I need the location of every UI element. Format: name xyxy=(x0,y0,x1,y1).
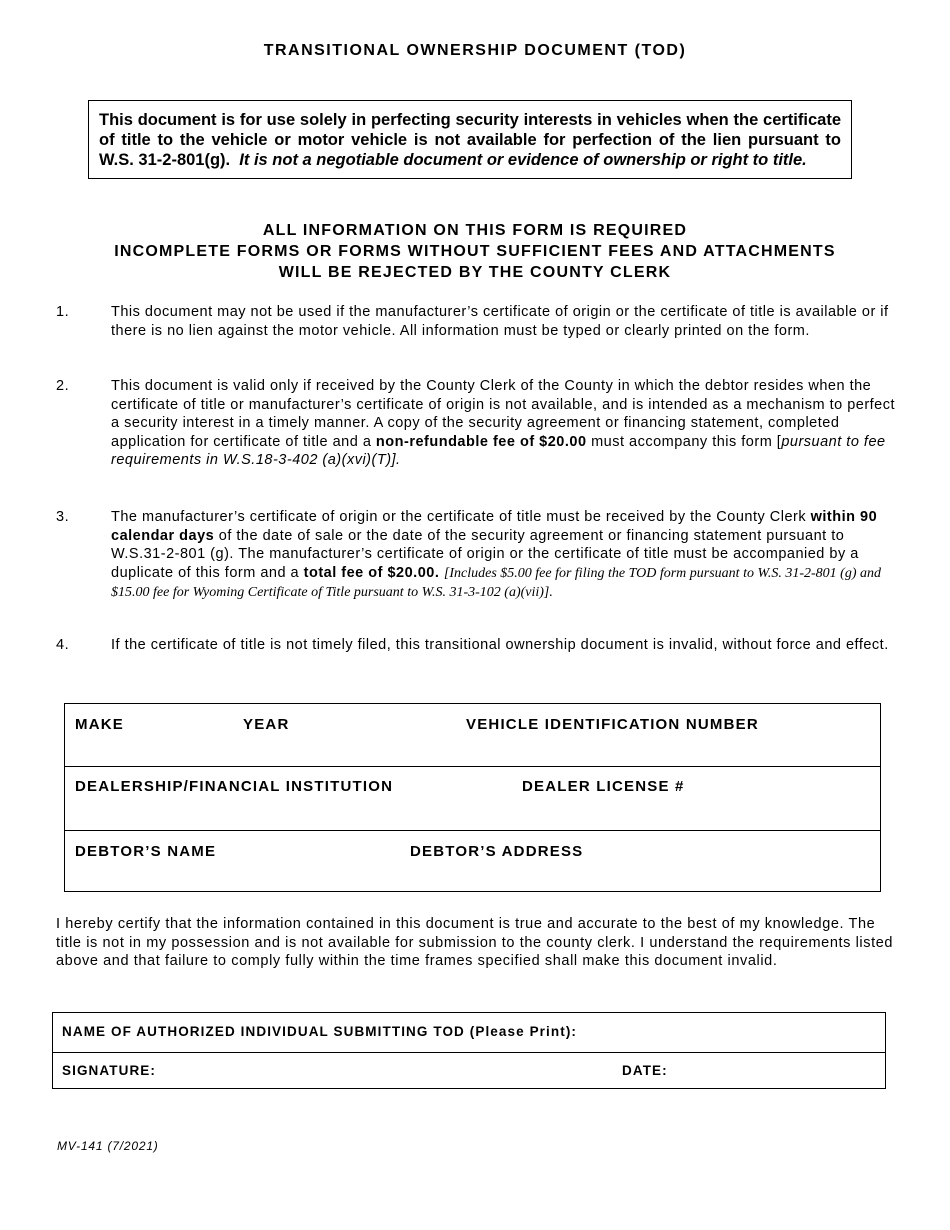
authorized-name-field[interactable] xyxy=(53,1013,885,1052)
item-number: 1. xyxy=(56,304,70,320)
requirements-line-3: WILL BE REJECTED BY THE COUNTY CLERK xyxy=(278,264,672,281)
item-number: 4. xyxy=(56,637,70,653)
notice-bold-text: This document is for use solely in perfecting security interests in vehicles when the certificate of title to the vehicle or motor vehicle is not available for perfection of the lien pursuant to W.S. 31-2-801(g). xyxy=(99,111,841,169)
document-title: TRANSITIONAL OWNERSHIP DOCUMENT (TOD) xyxy=(263,42,687,59)
item-bold-deadline: within 90 calendar days xyxy=(111,509,878,544)
signature-label: SIGNATURE: xyxy=(62,1063,156,1078)
instruction-item-2 xyxy=(56,377,896,470)
dealer-license-label: DEALER LICENSE # xyxy=(522,778,685,795)
dealer-row[interactable] xyxy=(65,766,880,830)
item-bold-total-fee: total fee of $20.00. xyxy=(303,564,440,581)
requirements-heading xyxy=(0,220,950,283)
item-fee-note: [Includes $5.00 fee for filing the TOD form pursuant to W.S. 31-2-801 (g) and $15.00 fee for Wyoming Certificate of Title pursuant to W.S. 31-3-102 (a)(vii)]. xyxy=(111,565,881,600)
vin-label: VEHICLE IDENTIFICATION NUMBER xyxy=(466,716,759,733)
notice-italic-text: It is not a negotiable document or evidence of ownership or right to title. xyxy=(239,151,807,169)
debtor-row[interactable] xyxy=(65,830,880,891)
debtor-name-label: DEBTOR’S NAME xyxy=(75,843,217,860)
item-text: This document is valid only if received by the County Clerk of the County in which the debtor resides when the certificate of title or manufacturer’s certificate of origin is not available, and is intended as a mechanism to perfect a security interest in a timely manner. A copy of the security agreement or financing statement, completed application for certificate of title and a xyxy=(111,378,896,450)
date-label: DATE: xyxy=(622,1063,668,1078)
signature-table xyxy=(52,1012,886,1089)
certification-statement: I hereby certify that the information contained in this document is true and accurate to the best of my knowledge. The title is not in my possession and is not available for submission to the county clerk. I understand the requirements listed above and that failure to comply fully within the time frames specified shall make this document invalid. xyxy=(56,916,894,969)
item-italic-citation: pursuant to fee requirements in W.S.18-3-402 (a)(xvi)(T)]. xyxy=(111,433,886,468)
form-number: MV-141 (7/2021) xyxy=(57,1139,159,1153)
item-bold-fee: non-refundable fee of $20.00 xyxy=(375,433,587,450)
item-text: The manufacturer’s certificate of origin or the certificate of title must be received by the County Clerk xyxy=(111,509,807,525)
debtor-address-label: DEBTOR’S ADDRESS xyxy=(410,843,584,860)
requirements-line-1: ALL INFORMATION ON THIS FORM IS REQUIRED xyxy=(262,222,688,239)
item-text: This document may not be used if the manufacturer’s certificate of origin or the certificate of title is available or if there is no lien against the motor vehicle. All information must be typed or clearly printed on the form. xyxy=(111,304,889,339)
item-number: 2. xyxy=(56,378,70,394)
requirements-line-2: INCOMPLETE FORMS OR FORMS WITHOUT SUFFICIENT FEES AND ATTACHMENTS xyxy=(114,243,836,260)
authorized-name-label: NAME OF AUTHORIZED INDIVIDUAL SUBMITTING TOD (Please Print): xyxy=(62,1024,578,1039)
vehicle-row[interactable] xyxy=(65,704,880,766)
dealership-label: DEALERSHIP/FINANCIAL INSTITUTION xyxy=(75,778,394,795)
instruction-item-1 xyxy=(56,303,896,340)
item-text-cont: must accompany this form [ xyxy=(591,433,782,450)
usage-notice xyxy=(88,100,852,179)
instruction-item-4 xyxy=(56,636,896,655)
item-number: 3. xyxy=(56,509,70,525)
year-label: YEAR xyxy=(243,716,290,733)
signature-date-field[interactable] xyxy=(53,1053,885,1089)
item-text-cont: of the date of sale or the date of the security agreement or financing statement pursuant to W.S.31-2-801 (g). The manufacturer’s certificate of origin or the certificate of title must be accompanied by a duplicate of this form and a xyxy=(111,527,859,581)
vehicle-info-table xyxy=(64,703,881,892)
item-text: If the certificate of title is not timely filed, this transitional ownership document is invalid, without force and effect. xyxy=(111,637,889,653)
make-label: MAKE xyxy=(75,716,124,733)
instruction-item-3 xyxy=(56,508,896,603)
